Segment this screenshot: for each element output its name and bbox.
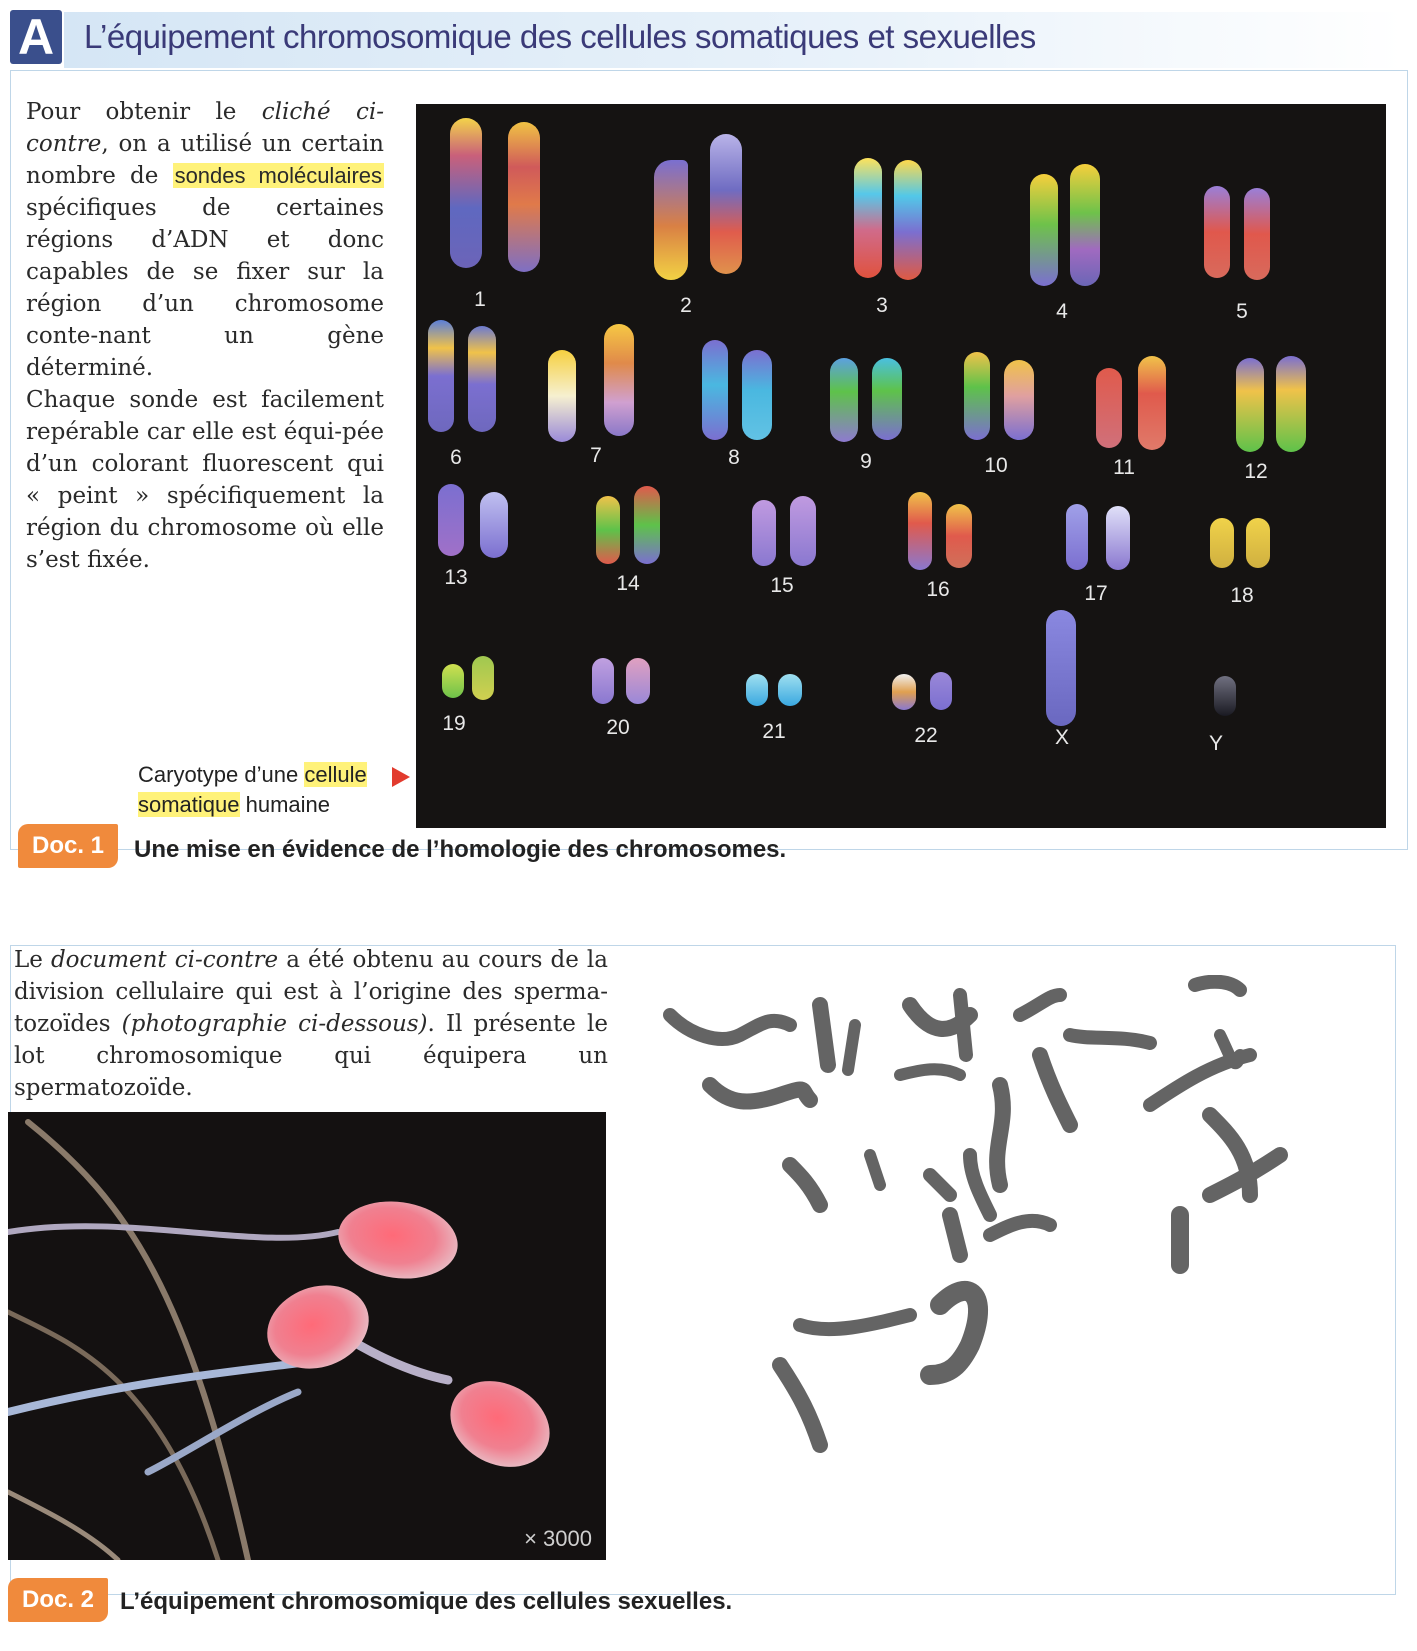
chromosome: [1276, 356, 1306, 452]
doc1-text-emphasis: cliché ci-contre: [26, 99, 385, 157]
chromosome: [702, 340, 728, 440]
chromosome: [854, 158, 882, 278]
magnification-label: × 3000: [524, 1526, 592, 1551]
chromosome: [592, 658, 614, 704]
doc2-text-part: Le: [14, 947, 51, 973]
doc1-title: Une mise en évidence de l’homologie des chromosomes.: [134, 836, 787, 863]
section-badge: A: [10, 10, 62, 64]
chromosome: [428, 320, 454, 432]
chromosome: [746, 674, 768, 706]
chromosome: [1244, 188, 1270, 280]
chromosome-label: 9: [860, 450, 872, 473]
spermatozoa-photo: [8, 1112, 606, 1560]
chromosome: [480, 492, 508, 558]
doc1-description: [26, 96, 384, 576]
chromosome: [654, 160, 688, 280]
chromosome-label: 22: [914, 724, 938, 747]
chromosome: [604, 324, 634, 436]
chromosome-label: X: [1054, 726, 1070, 749]
chromosome-label: 15: [770, 574, 794, 597]
doc1-text-part: Pour obtenir le: [26, 99, 262, 125]
chromosome: [946, 504, 972, 568]
chromosome-label: 20: [606, 716, 630, 739]
chromosome-label: 10: [984, 454, 1008, 477]
chromosome: [892, 674, 916, 710]
caption-highlight: somatique: [138, 792, 240, 817]
chromosome-label: 18: [1230, 584, 1254, 607]
chromosome: [1210, 518, 1234, 568]
karyotype-caption: [138, 760, 367, 820]
chromosome: [790, 496, 816, 566]
page-title: L’équipement chromosomique des cellules somatiques et sexuelles: [84, 18, 1036, 55]
chromosome-label: 7: [590, 444, 602, 467]
chromosome-label: 1: [474, 288, 486, 311]
chromosome: [626, 658, 650, 704]
chromosome: [450, 118, 482, 268]
chromosome-label: 19: [442, 712, 466, 735]
meiosis-chromosomes: [650, 975, 1370, 1515]
doc1-badge: Doc. 1: [18, 824, 118, 868]
chromosome: [1106, 506, 1130, 570]
chromosome: [1066, 504, 1088, 570]
chromosome: [468, 326, 496, 432]
doc1-text-part: Chaque sonde est facilement repérable car elle est équi-pée d’un colorant fluorescent qui « peint » spécifiquement la région du chromosome où elle s’est fixée.: [26, 387, 384, 573]
chromosome: [1214, 676, 1236, 716]
chromosome: [742, 350, 772, 440]
chromosome: [1030, 174, 1058, 286]
chromosome-label: 14: [616, 572, 640, 595]
chromosome: [548, 350, 576, 442]
chromosome-label: 17: [1084, 582, 1108, 605]
caption-text: humaine: [239, 792, 331, 817]
chromosome: [1204, 186, 1230, 278]
doc1-highlight: sondes moléculaires: [174, 163, 383, 188]
chromosome: [472, 656, 494, 700]
chromosome: [1004, 360, 1034, 440]
chromosome-label: Y: [1208, 732, 1224, 755]
chromosome: [872, 358, 902, 440]
chromosome: [508, 122, 540, 272]
doc2-badge: Doc. 2: [8, 1578, 108, 1622]
doc2-text-part: a été obtenu au cours de la division cellulaire qui est à l’origine des sperma-tozoïdes: [14, 947, 608, 1037]
chromosome-label: 11: [1113, 456, 1135, 479]
chromosome: [1246, 518, 1270, 568]
chromosome: [438, 484, 464, 556]
chromosome: [1096, 368, 1122, 448]
chromosome-label: 21: [762, 720, 786, 743]
chromosome: [1236, 358, 1264, 452]
chromosome-label: 4: [1056, 300, 1068, 323]
caption-highlight: cellule: [304, 762, 367, 787]
chromosome: [1138, 356, 1166, 450]
chromosome: [1070, 164, 1100, 286]
chromosome: [752, 500, 776, 566]
doc2-description: [14, 944, 608, 1104]
chromosome: [908, 492, 932, 570]
doc2-title: L’équipement chromosomique des cellules sexuelles.: [120, 1588, 733, 1615]
meiosis-chromosome-image: [650, 975, 1370, 1515]
chromosome: [596, 496, 620, 564]
chromosome-label: 13: [444, 566, 468, 589]
karyotype-image: [416, 104, 1386, 828]
chromosome-label: 8: [728, 446, 740, 469]
doc1-text-part: spécifiques de certaines régions d’ADN et donc capables de se fixer sur la région d’un chromosome conte-nant un gène déterminé.: [26, 195, 384, 381]
chromosome: [634, 486, 660, 564]
chromosome-label: 2: [680, 294, 692, 317]
caption-arrow-icon: [392, 767, 410, 787]
chromosome-label: 5: [1236, 300, 1248, 323]
doc2-text-emphasis: (photographie ci-dessous): [121, 1011, 428, 1037]
chromosome: [778, 674, 802, 706]
doc2-text-part: . Il présente le lot chromosomique qui équipera un spermatozoïde.: [14, 1011, 608, 1101]
chromosome: [964, 352, 990, 440]
spermatozoa-illustration: [8, 1112, 606, 1560]
chromosome: [1046, 610, 1076, 726]
chromosome: [442, 664, 464, 698]
chromosome-label: 12: [1244, 460, 1268, 483]
caption-text: Caryotype d’une: [138, 762, 305, 787]
chromosome: [830, 358, 858, 442]
chromosome: [930, 672, 952, 710]
chromosome: [894, 160, 922, 280]
chromosome-label: 3: [876, 294, 888, 317]
doc2-text-emphasis: document ci-contre: [50, 947, 279, 973]
chromosome-label: 16: [926, 578, 950, 601]
chromosome-label: 6: [450, 446, 462, 469]
doc1-text-part: , on a utilisé un certain nombre de: [26, 131, 384, 189]
chromosome: [710, 134, 742, 274]
